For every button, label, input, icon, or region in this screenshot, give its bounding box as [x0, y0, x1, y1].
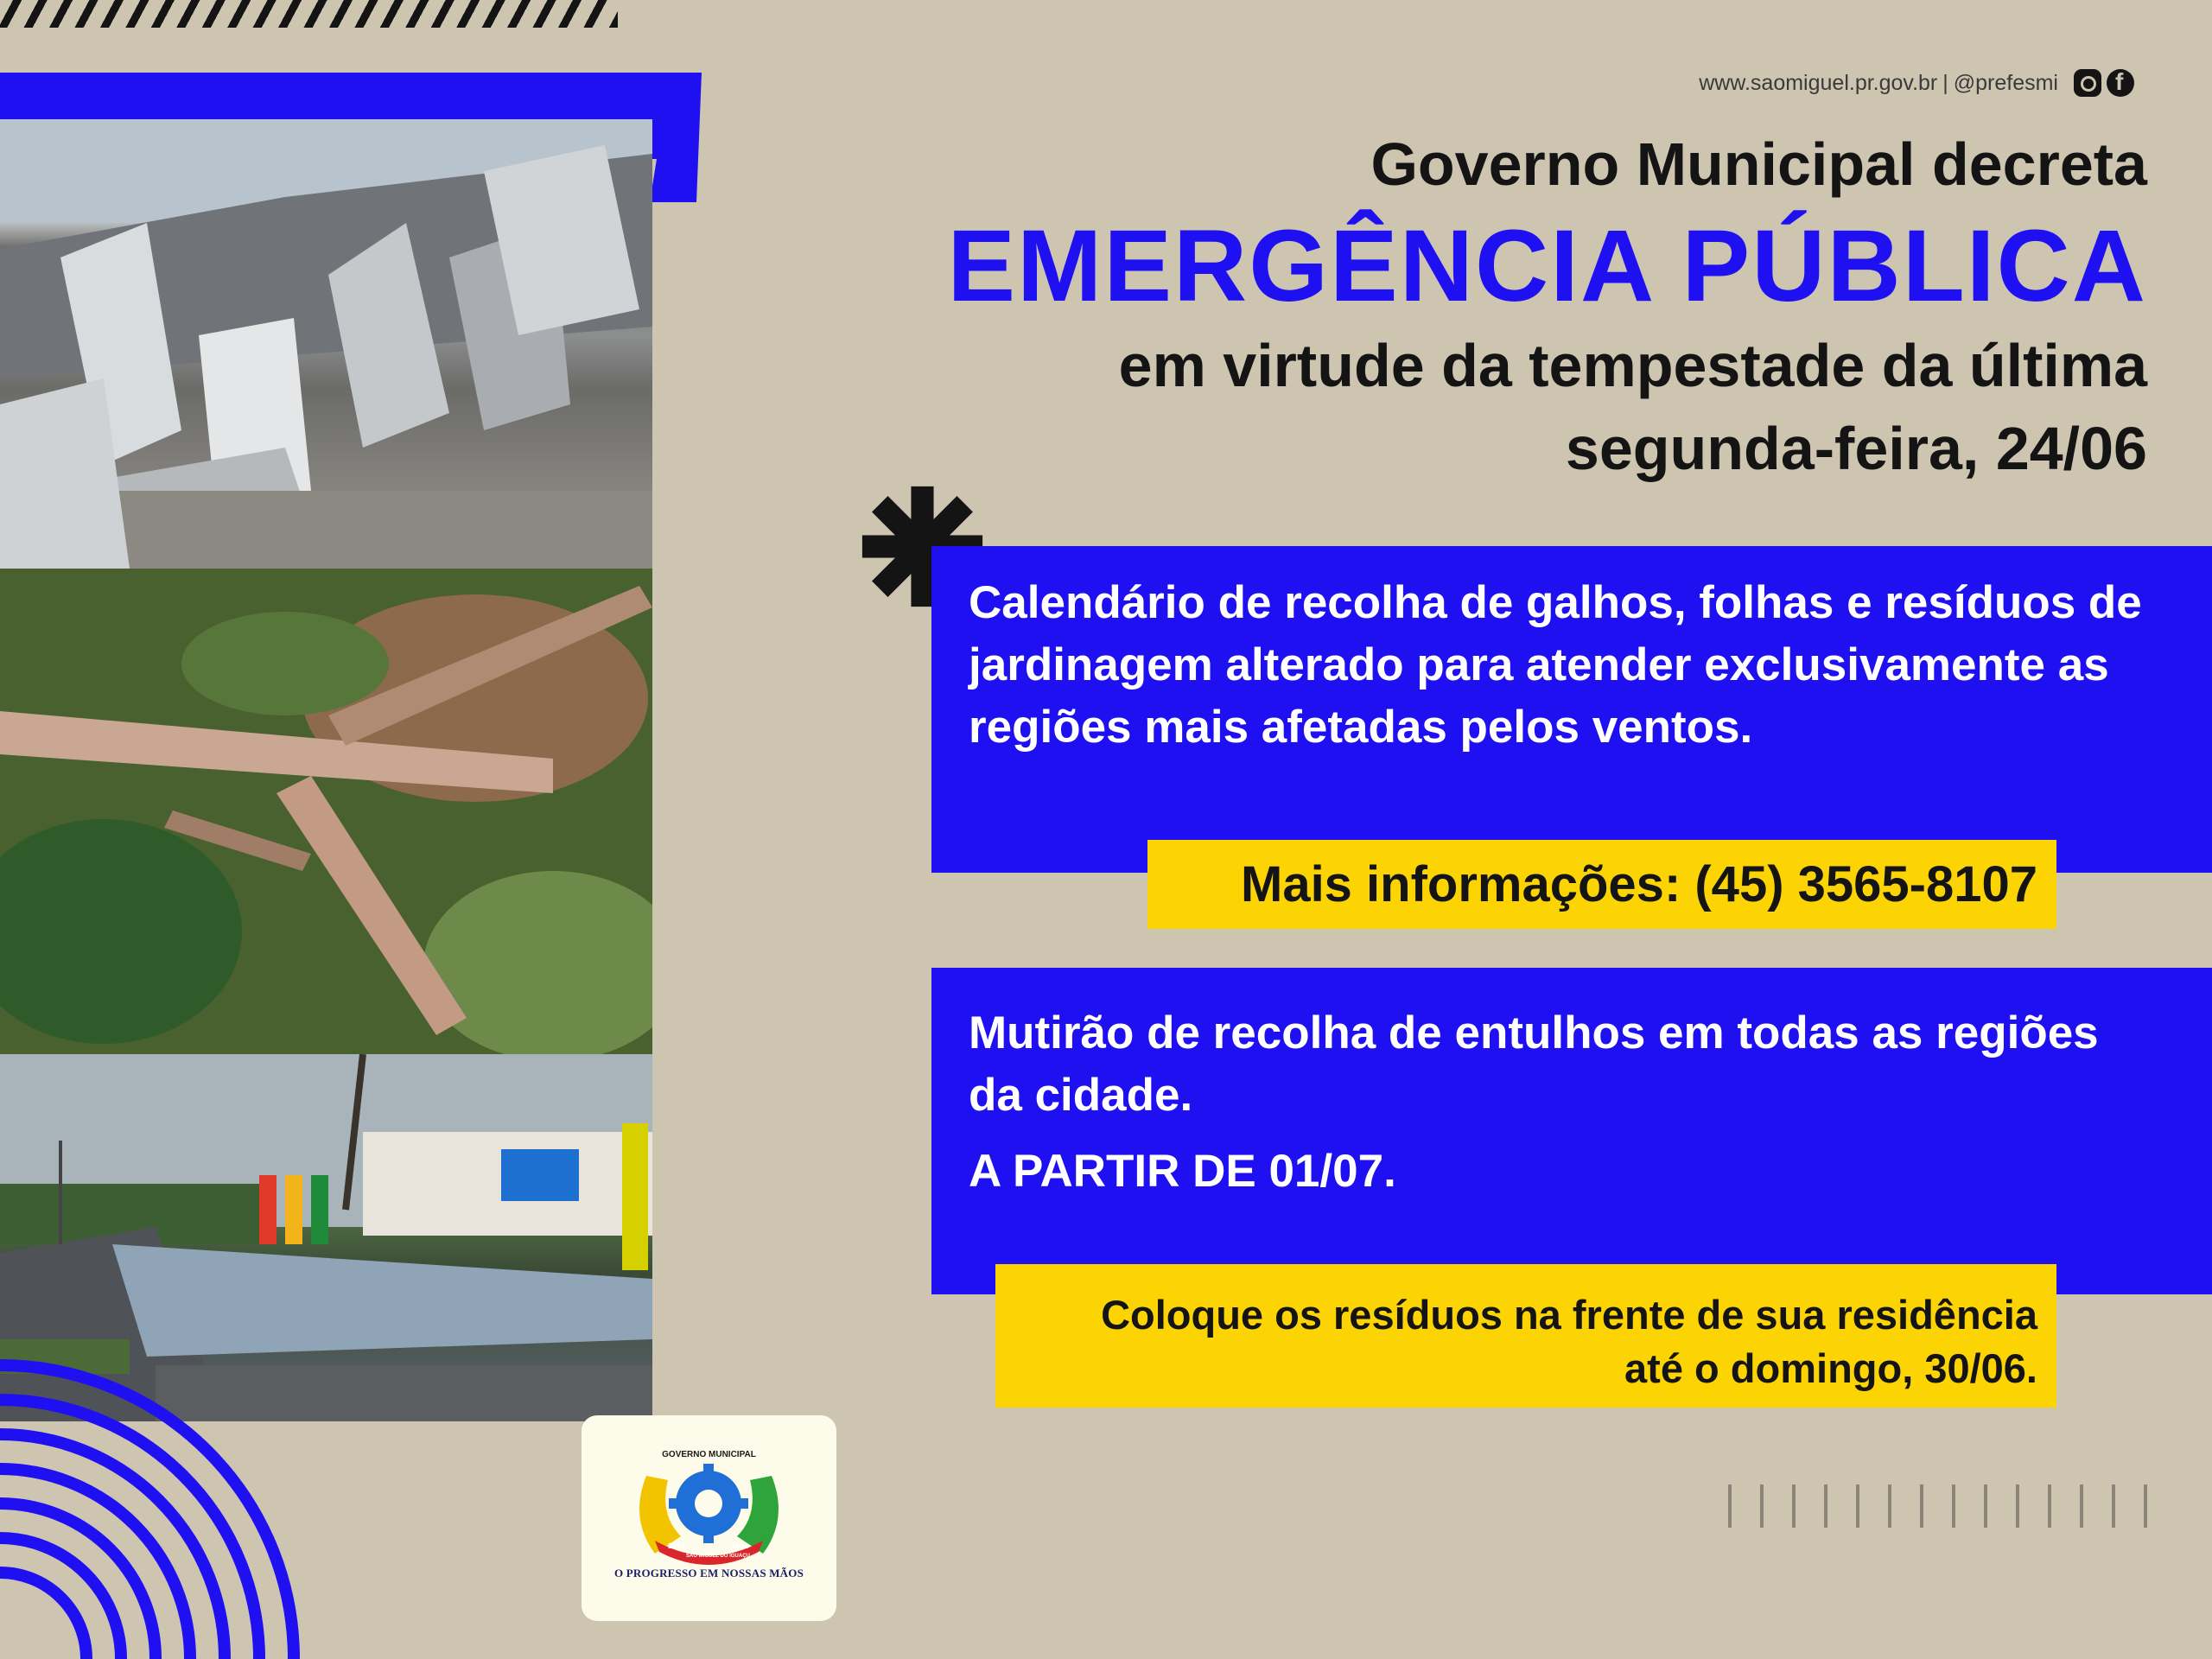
notice-debris-date: A PARTIR DE 01/07.: [969, 1146, 1396, 1197]
photo-fallen-trees: [0, 569, 652, 1054]
phone-info[interactable]: Mais informações: (45) 3565-8107: [1241, 856, 2037, 912]
decorative-tick-marks: [1728, 1484, 2152, 1528]
svg-text:1961: 1961: [731, 1541, 749, 1550]
facebook-icon[interactable]: [2107, 69, 2134, 97]
damaged-roof-illustration: [0, 119, 652, 569]
headline-subtitle: [1119, 324, 2147, 490]
logo-slogan: O PROGRESSO EM NOSSAS MÃOS: [613, 1567, 804, 1580]
headline-main: EMERGÊNCIA PÚBLICA: [947, 209, 2147, 323]
municipal-crest-icon: [620, 1441, 798, 1567]
fallen-trees-illustration: [0, 569, 652, 1054]
headline-subtitle-line-2: segunda-feira, 24/06: [1565, 415, 2147, 482]
photo-damaged-building: [0, 119, 652, 569]
social-handle[interactable]: @prefesmi: [1953, 70, 2058, 95]
logo-top-text: GOVERNO MUNICIPAL: [662, 1450, 756, 1459]
headline-intro: Governo Municipal decreta: [1370, 130, 2147, 198]
decorative-hatch-stripes: [0, 0, 618, 28]
notice-collection-text: Calendário de recolha de galhos, folhas e resíduos de jardinagem alterado para atender exclusivamente as regiões mais afetadas pelos ventos.: [969, 577, 2142, 753]
website-link[interactable]: www.saomiguel.pr.gov.br: [1699, 70, 1938, 95]
residue-instructions-line-2: até o domingo, 30/06.: [1624, 1345, 2037, 1391]
municipal-logo-card: [582, 1415, 836, 1621]
notice-debris-text: Mutirão de recolha de entulhos em todas as regiões da cidade.: [969, 1007, 2099, 1121]
residue-instructions-line-1: Coloque os resíduos na frente de sua residência: [1101, 1292, 2037, 1338]
header-contact: [1699, 66, 2134, 100]
svg-text:SÃO MIGUEL DO IGUAÇU: SÃO MIGUEL DO IGUAÇU: [686, 1554, 750, 1559]
svg-text:1951: 1951: [668, 1541, 686, 1550]
phone-banner: [1147, 840, 2056, 929]
contact-separator: |: [1942, 70, 1948, 95]
decorative-concentric-arcs: [0, 1352, 328, 1659]
headline-subtitle-line-1: em virtude da tempestade da última: [1118, 332, 2147, 399]
residue-instructions-banner: [995, 1264, 2056, 1408]
notice-debris-collection: [931, 968, 2212, 1294]
residue-instructions-text: [1101, 1288, 2037, 1395]
notice-collection-calendar: [931, 546, 2212, 873]
instagram-icon[interactable]: [2074, 69, 2101, 97]
